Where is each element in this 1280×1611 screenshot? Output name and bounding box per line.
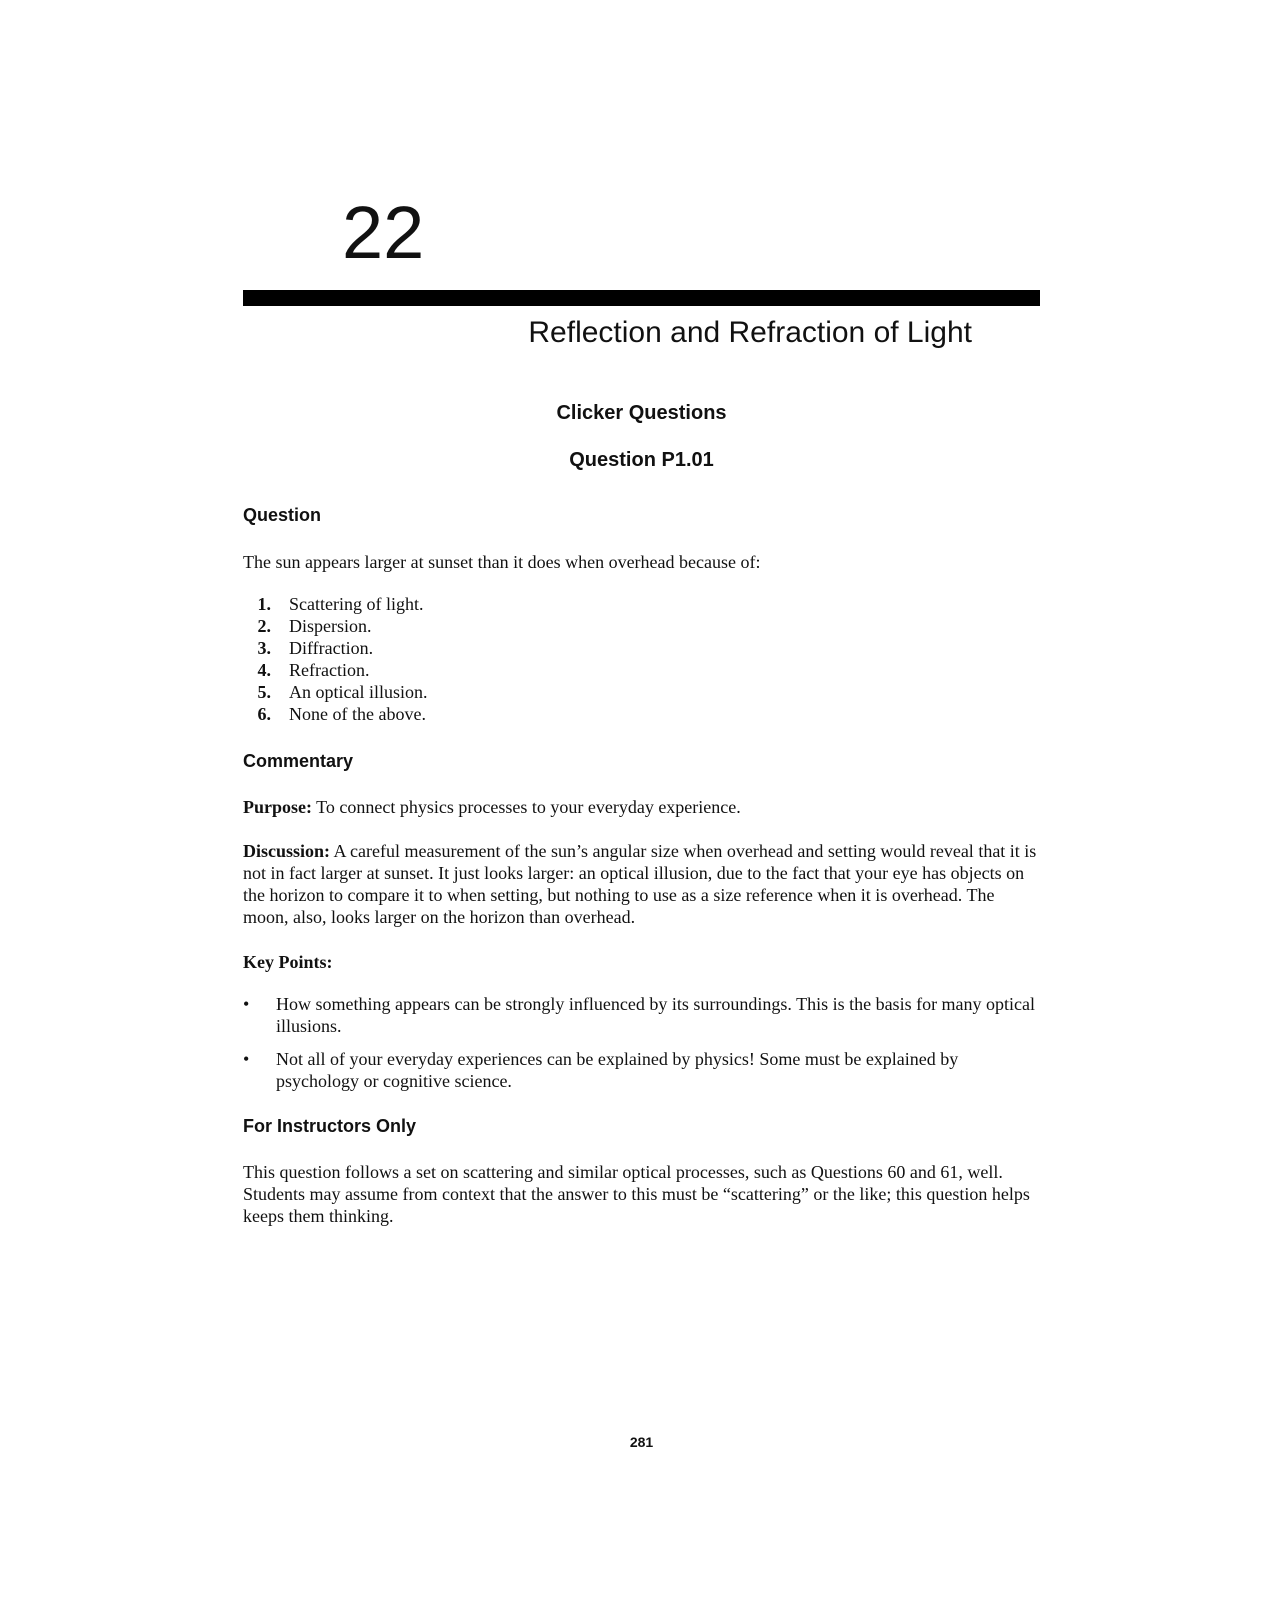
option-text: None of the above. (289, 704, 426, 724)
section-title: Clicker Questions (556, 402, 727, 424)
commentary-heading: Commentary (243, 751, 354, 771)
option-text: Diffraction. (289, 638, 374, 658)
answer-option (243, 681, 428, 703)
instructors-heading: For Instructors Only (243, 1116, 417, 1136)
bullet-icon: • (243, 994, 250, 1014)
key-point (243, 1048, 1043, 1092)
discussion-text: A careful measurement of the sun’s angular size when overhead and setting would reveal that it is not in fact larger at sunset. It just looks larger: an optical illusion, due to the fact that your eye has objects on the horizon to compare it to when setting, but nothing to use as a size reference when it is overhead. The moon, also, looks larger on the horizon than overhead. (243, 841, 1037, 927)
purpose-label: Purpose: (243, 797, 312, 817)
chapter-rule (243, 290, 1040, 306)
page-number: 281 (629, 1434, 654, 1450)
answer-option (243, 593, 428, 615)
answer-options (243, 593, 428, 725)
key-points-label: Key Points: (243, 952, 333, 972)
chapter-title: Reflection and Refraction of Light (528, 316, 972, 349)
bullet-icon: • (243, 1049, 250, 1069)
option-number: 3. (257, 638, 271, 658)
option-number: 6. (257, 704, 271, 724)
answer-option (243, 659, 428, 681)
purpose-text: To connect physics processes to your everyday experience. (312, 797, 741, 817)
instructors-text: This question follows a set on scattering and similar optical processes, such as Questions 60 and 61, well. Students may assume from context that the answer to this must be “scattering” or the like; this question helps keeps them thinking. (243, 1162, 1030, 1226)
key-point-text: How something appears can be strongly influenced by its surroundings. This is the basis for many optical illusions. (276, 994, 1036, 1036)
question-prompt: The sun appears larger at sunset than it does when overhead because of: (243, 552, 761, 572)
key-point-text: Not all of your everyday experiences can be explained by physics! Some must be explained by psychology or cognitive science. (276, 1049, 959, 1091)
question-id: Question P1.01 (569, 449, 714, 471)
option-number: 2. (257, 616, 271, 636)
option-text: Scattering of light. (289, 594, 424, 614)
discussion-paragraph (243, 840, 1043, 928)
option-number: 1. (257, 594, 271, 614)
option-text: Dispersion. (289, 616, 372, 636)
answer-option (243, 703, 428, 725)
option-text: Refraction. (289, 660, 370, 680)
option-number: 4. (257, 660, 271, 680)
answer-option (243, 637, 428, 659)
answer-option (243, 615, 428, 637)
purpose-paragraph (243, 796, 1043, 818)
option-text: An optical illusion. (289, 682, 428, 702)
discussion-label: Discussion: (243, 841, 331, 861)
chapter-number: 22 (342, 191, 425, 274)
key-point (243, 993, 1043, 1037)
option-number: 5. (257, 682, 271, 702)
question-heading: Question (243, 505, 322, 525)
key-points-list (243, 993, 1043, 1103)
